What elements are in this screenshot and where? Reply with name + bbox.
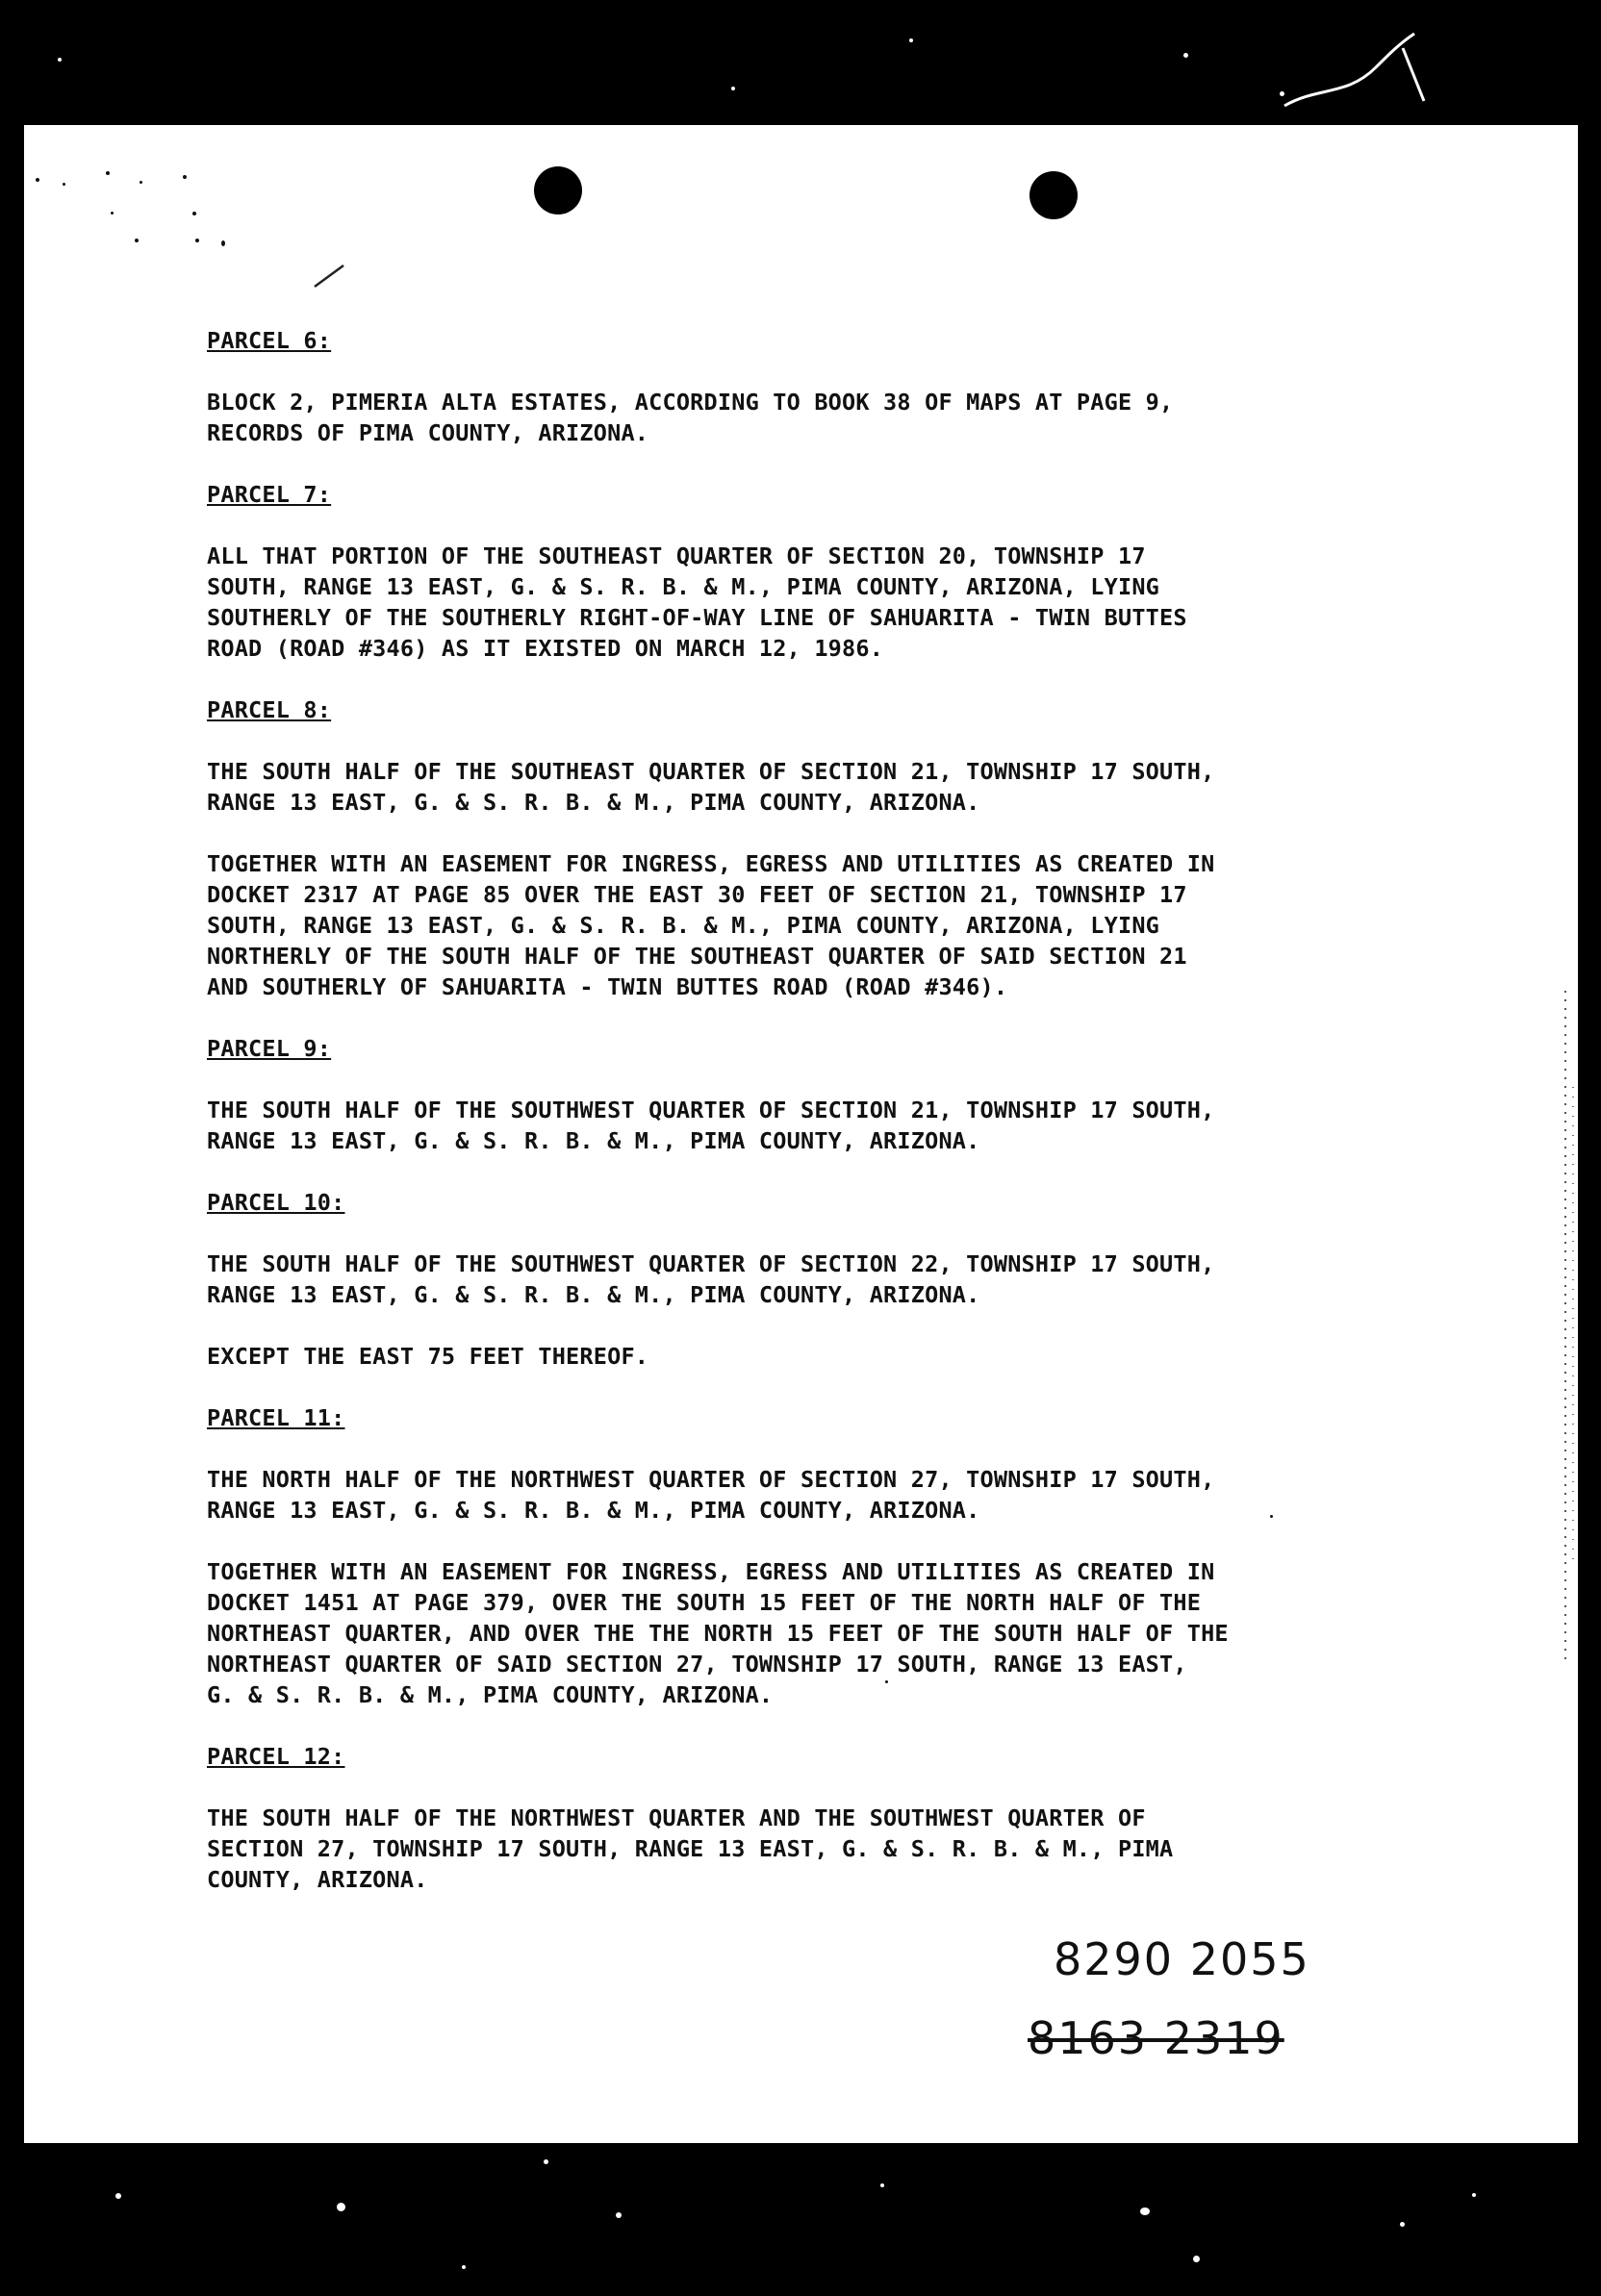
punch-hole	[534, 166, 582, 214]
scan-speck	[221, 240, 225, 246]
parcel-section	[207, 694, 1342, 1002]
parcel-section	[207, 1033, 1342, 1156]
parcel-section	[207, 1187, 1342, 1372]
parcel-description: EXCEPT THE EAST 75 FEET THEREOF.	[207, 1343, 649, 1370]
punch-hole	[1029, 171, 1078, 219]
scan-speck	[106, 171, 110, 175]
scan-scratch	[1280, 29, 1434, 115]
scan-speck	[337, 2203, 345, 2211]
scan-speck	[462, 2265, 466, 2269]
scan-speck	[195, 239, 199, 242]
scan-speck	[115, 2193, 121, 2199]
parcel-heading: PARCEL 7:	[207, 481, 332, 508]
parcel-description: THE SOUTH HALF OF THE SOUTHWEST QUARTER OF SECTION 22, TOWNSHIP 17 SOUTH, RANGE 13 EAST, G. & S. R. B. & M., PIMA COUNTY, ARIZONA.	[207, 1250, 1215, 1308]
scan-speck	[63, 183, 65, 186]
parcel-section	[207, 325, 1342, 448]
parcel-description: BLOCK 2, PIMERIA ALTA ESTATES, ACCORDING TO BOOK 38 OF MAPS AT PAGE 9, RECORDS OF PIMA COUNTY, ARIZONA.	[207, 389, 1174, 446]
parcel-description: THE SOUTH HALF OF THE SOUTHEAST QUARTER OF SECTION 21, TOWNSHIP 17 SOUTH, RANGE 13 EAST, G. & S. R. B. & M., PIMA COUNTY, ARIZONA.	[207, 758, 1215, 816]
scan-speck	[1472, 2193, 1476, 2197]
parcel-heading: PARCEL 9:	[207, 1035, 332, 1062]
scan-speck	[36, 178, 39, 182]
scan-speck	[1183, 53, 1188, 58]
scan-speck	[544, 2159, 548, 2164]
parcel-section	[207, 1741, 1342, 1895]
parcel-heading: PARCEL 10:	[207, 1189, 345, 1216]
scan-speck	[183, 175, 187, 179]
parcel-section	[207, 1402, 1342, 1710]
scan-speck	[1400, 2222, 1405, 2227]
struck-recording-stamp: 8163 2319	[1028, 2012, 1284, 2064]
pen-mark	[311, 262, 349, 290]
scan-speck	[111, 212, 114, 214]
parcel-heading: PARCEL 12:	[207, 1743, 345, 1770]
scan-speck	[58, 58, 62, 62]
legal-description	[207, 325, 1342, 1926]
parcel-description: ALL THAT PORTION OF THE SOUTHEAST QUARTER OF SECTION 20, TOWNSHIP 17 SOUTH, RANGE 13 EAST, G. & S. R. B. & M., PIMA COUNTY, ARIZONA, LYING SOUTHERLY OF THE SOUTHERLY RIGHT-OF-WAY LINE OF SAHUARITA - TWIN BUTTES ROAD (ROAD #346) AS IT EXISTED ON MARCH 12, 1986.	[207, 542, 1187, 662]
scan-speck	[1193, 2256, 1200, 2262]
recording-stamp: 8290 2055	[1054, 1933, 1310, 1985]
parcel-description: TOGETHER WITH AN EASEMENT FOR INGRESS, EGRESS AND UTILITIES AS CREATED IN DOCKET 2317 AT PAGE 85 OVER THE EAST 30 FEET OF SECTION 21, TOWNSHIP 17 SOUTH, RANGE 13 EAST, G. & S. R. B. & M., PIMA COUNTY, ARIZONA, LYING NORTHERLY OF THE SOUTH HALF OF THE SOUTHEAST QUARTER OF SAID SECTION 21 AND SOUTHERLY OF SAHUARITA - TWIN BUTTES ROAD (ROAD #346).	[207, 850, 1215, 1000]
parcel-description: THE NORTH HALF OF THE NORTHWEST QUARTER OF SECTION 27, TOWNSHIP 17 SOUTH, RANGE 13 EAST, G. & S. R. B. & M., PIMA COUNTY, ARIZONA.	[207, 1466, 1215, 1524]
scan-speck	[135, 239, 139, 242]
scan-speck	[192, 212, 196, 215]
scan-speck	[616, 2212, 622, 2218]
parcel-description: THE SOUTH HALF OF THE SOUTHWEST QUARTER OF SECTION 21, TOWNSHIP 17 SOUTH, RANGE 13 EAST, G. & S. R. B. & M., PIMA COUNTY, ARIZONA.	[207, 1097, 1215, 1154]
parcel-description: TOGETHER WITH AN EASEMENT FOR INGRESS, EGRESS AND UTILITIES AS CREATED IN DOCKET 1451 AT PAGE 379, OVER THE SOUTH 15 FEET OF THE NORTH HALF OF THE NORTHEAST QUARTER, AND OVER THE THE NORTH 15 FEET OF THE SOUTH HALF OF THE NORTHEAST QUARTER OF SAID SECTION 27, TOWNSHIP 17 SOUTH, RANGE 13 EAST, G. & S. R. B. & M., PIMA COUNTY, ARIZONA.	[207, 1558, 1229, 1708]
parcel-heading: PARCEL 8:	[207, 696, 332, 723]
scan-speck	[731, 87, 735, 90]
parcel-heading: PARCEL 11:	[207, 1404, 345, 1431]
scan-speck	[1140, 2208, 1150, 2215]
scan-speck	[140, 181, 142, 184]
parcel-description: THE SOUTH HALF OF THE NORTHWEST QUARTER AND THE SOUTHWEST QUARTER OF SECTION 27, TOWNSHIP 17 SOUTH, RANGE 13 EAST, G. & S. R. B. & M., PIMA COUNTY, ARIZONA.	[207, 1804, 1174, 1893]
scan-speck	[909, 38, 913, 42]
scan-speck	[880, 2183, 884, 2187]
parcel-section	[207, 479, 1342, 664]
scan-edge-noise	[1554, 991, 1578, 1664]
parcel-heading: PARCEL 6:	[207, 327, 332, 354]
